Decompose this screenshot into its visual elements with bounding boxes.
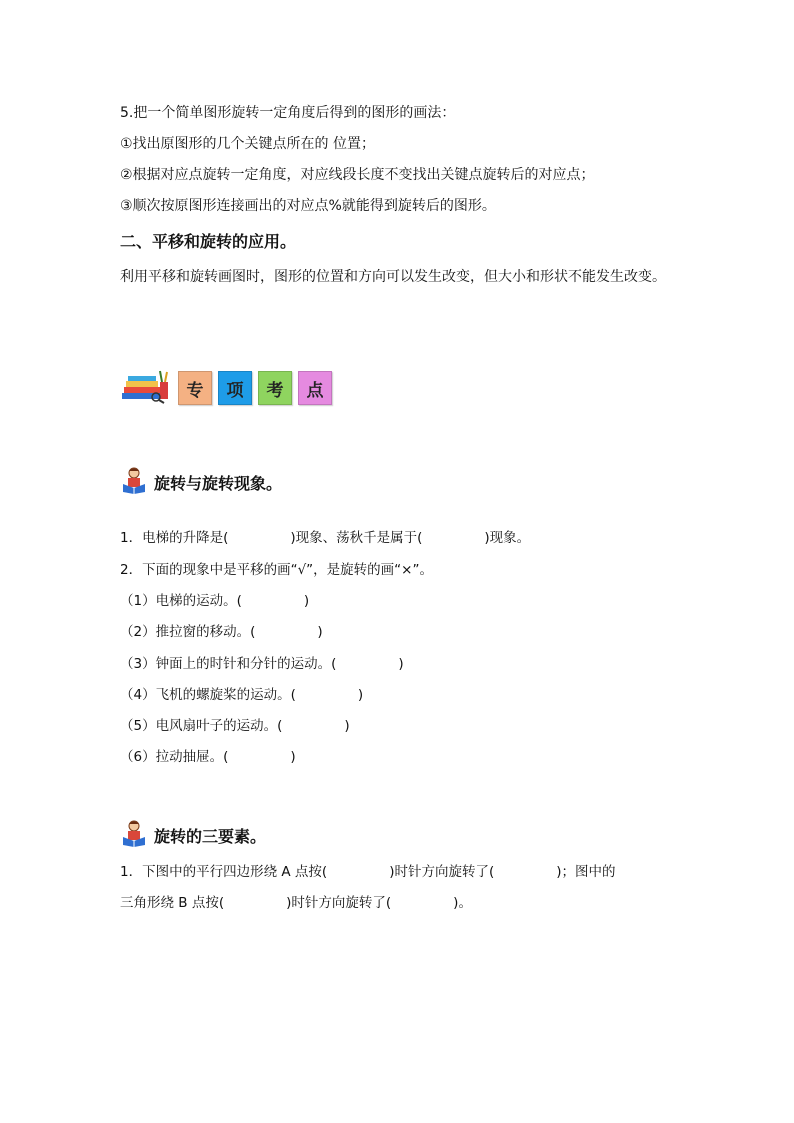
close-paren: ) xyxy=(344,718,350,734)
special-topic-banner xyxy=(120,368,332,408)
list-item xyxy=(120,654,404,674)
item-text: （3）钟面上的时针和分针的运动。( xyxy=(120,656,337,672)
rule-step-3: ③顺次按原图形连接画出的对应点%就能得到旋转后的图形。 xyxy=(120,198,496,214)
rule-step-1: ①找出原图形的几个关键点所在的 位置； xyxy=(120,136,375,152)
badge-zhuan: 专 xyxy=(178,371,212,405)
badge-xiang: 项 xyxy=(218,371,252,405)
reading-child-icon xyxy=(120,466,150,498)
list-item xyxy=(120,685,363,705)
item-text: （4）飞机的螺旋桨的运动。( xyxy=(120,687,296,703)
q-part: )。 xyxy=(453,895,472,911)
q-part: 1．下图中的平行四边形绕 A 点按( xyxy=(120,864,328,880)
topic-2-q1-line2 xyxy=(120,893,472,913)
q-part: )时针方向旋转了( xyxy=(389,864,495,880)
topic-2-title-text: 旋转的三要素。 xyxy=(154,826,267,846)
section-2-heading: 二、平移和旋转的应用。 xyxy=(120,232,297,251)
item-text: （2）推拉窗的移动。( xyxy=(120,624,256,640)
topic-1-q2: 2．下面的现象中是平移的画“√”，是旋转的画“×”。 xyxy=(120,562,433,578)
q1-part-b: )现象、荡秋千是属于( xyxy=(290,530,423,546)
q1-part-c: )现象。 xyxy=(484,530,531,546)
item-text: （1）电梯的运动。( xyxy=(120,593,242,609)
books-icon xyxy=(120,368,172,408)
close-paren: ) xyxy=(303,593,310,609)
q-part: 三角形绕 B 点按( xyxy=(120,895,225,911)
list-item xyxy=(120,747,296,767)
topic-1-title xyxy=(120,466,282,498)
q-part: )；图中的 xyxy=(556,864,616,880)
rule-item-5: 5.把一个简单图形旋转一定角度后得到的图形的画法： xyxy=(120,105,456,121)
rule-step-2: ②根据对应点旋转一定角度，对应线段长度不变找出关键点旋转后的对应点； xyxy=(120,167,595,183)
section-2-paragraph: 利用平移和旋转画图时，图形的位置和方向可以发生改变，但大小和形状不能发生改变。 xyxy=(120,269,666,285)
reading-child-icon xyxy=(120,819,150,851)
badge-dian: 点 xyxy=(298,371,332,405)
badge-kao: 考 xyxy=(258,371,292,405)
list-item xyxy=(120,622,323,642)
list-item xyxy=(120,716,350,736)
item-text: （5）电风扇叶子的运动。( xyxy=(120,718,283,734)
item-text: （6）拉动抽屉。( xyxy=(120,749,229,765)
close-paren: ) xyxy=(398,656,404,672)
q-part: )时针方向旋转了( xyxy=(286,895,392,911)
topic-2-title xyxy=(120,819,266,851)
close-paren: ) xyxy=(317,624,323,640)
topic-1-title-text: 旋转与旋转现象。 xyxy=(154,473,283,493)
q1-part-a: 1．电梯的升降是( xyxy=(120,530,229,546)
close-paren: ) xyxy=(357,687,364,703)
close-paren: ) xyxy=(290,749,296,765)
topic-2-q1-line1 xyxy=(120,862,616,882)
list-item xyxy=(120,591,309,611)
topic-1-q1 xyxy=(120,528,530,548)
